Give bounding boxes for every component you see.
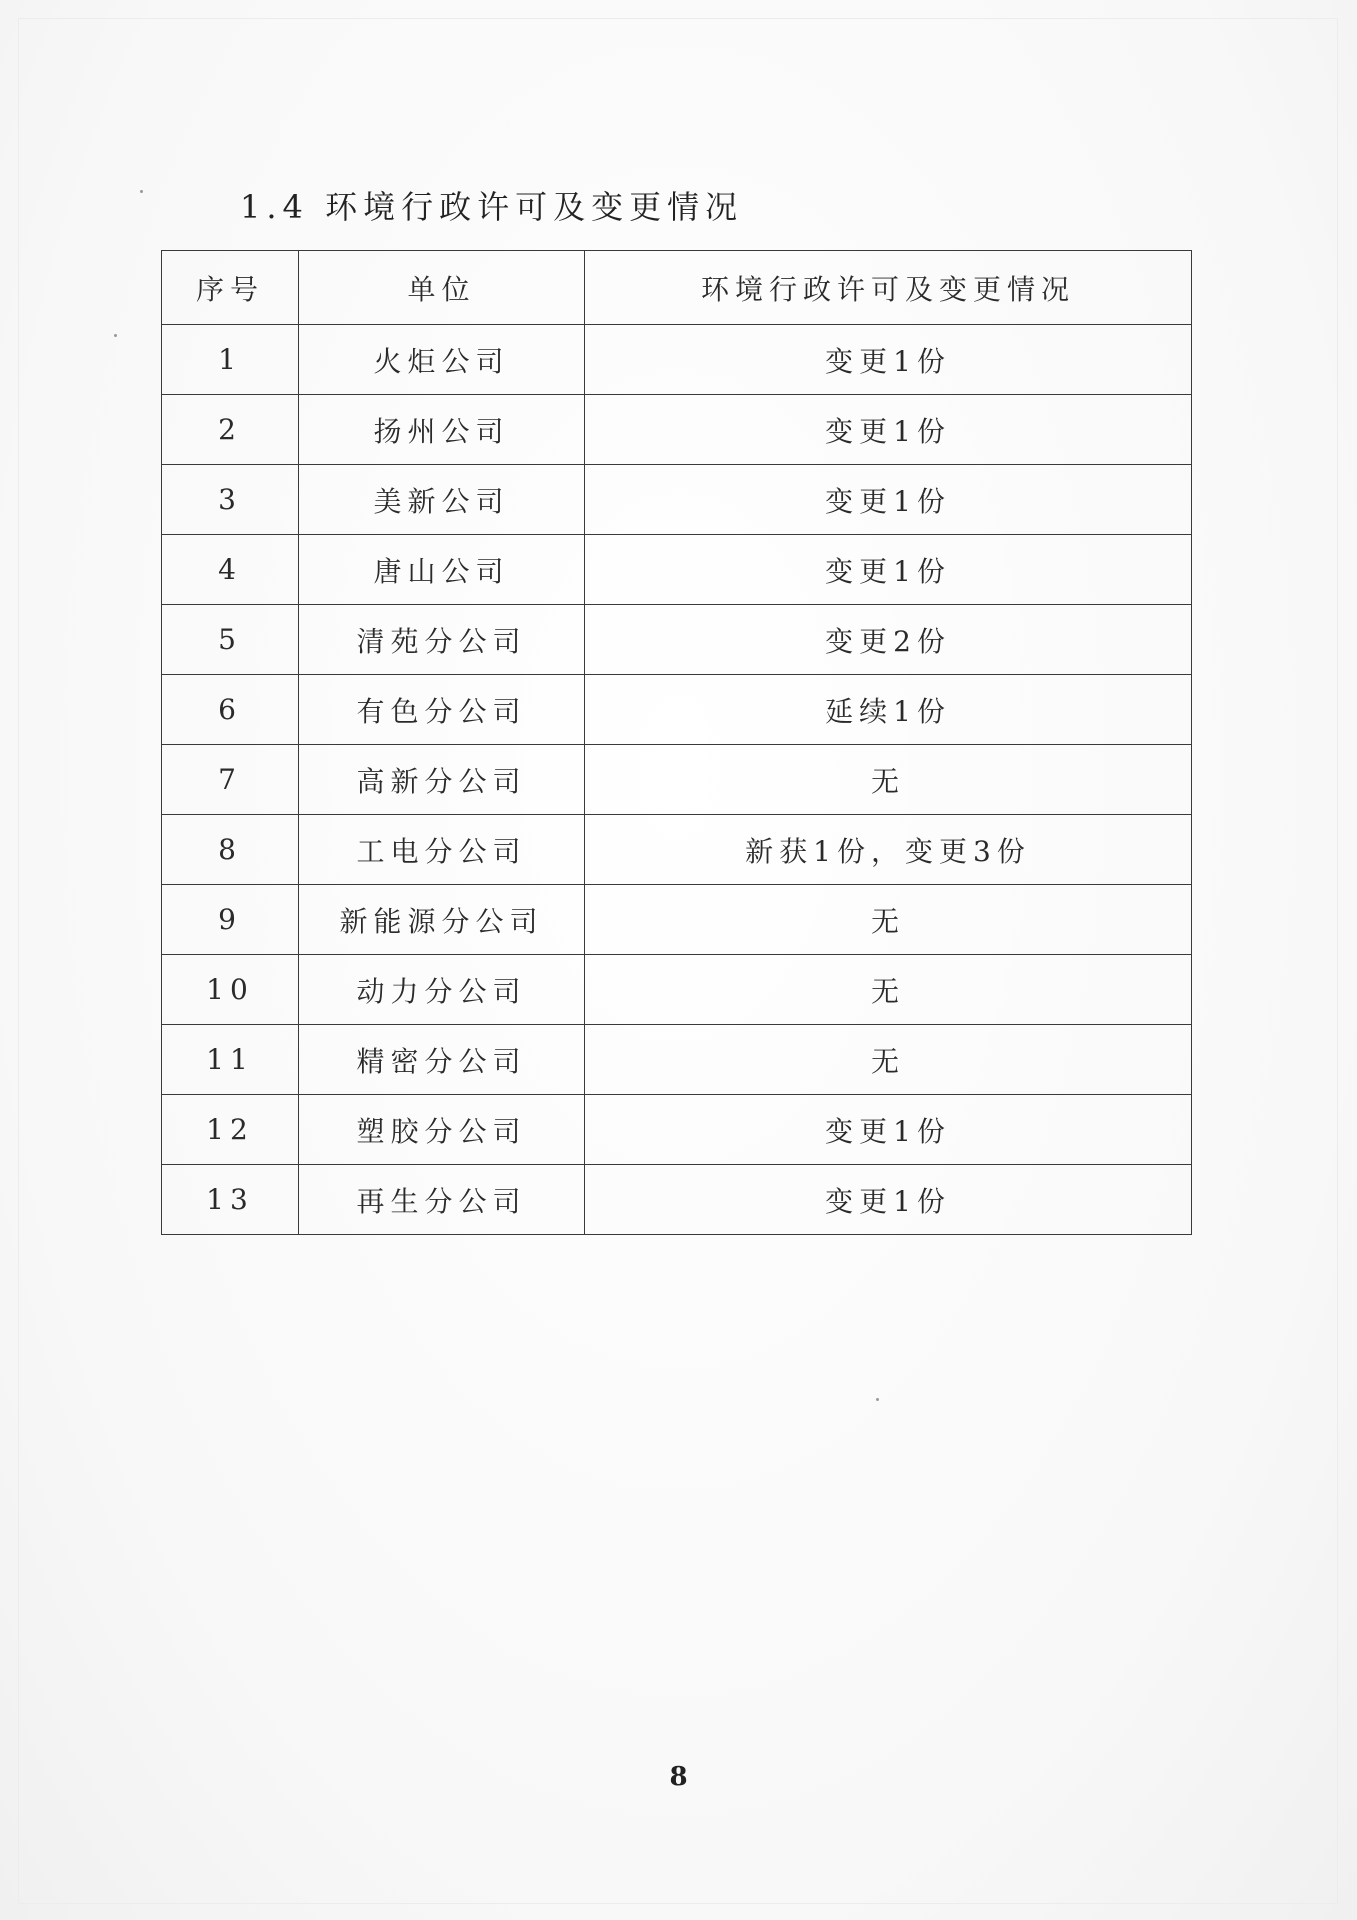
table-header-row	[162, 251, 1192, 325]
page-number: 8	[669, 1762, 688, 1792]
table-row	[162, 955, 1192, 1025]
cell-permit-status: 变更1份	[585, 395, 1192, 465]
scan-speck	[140, 190, 143, 193]
permit-table	[161, 250, 1191, 1235]
table-row	[162, 325, 1192, 395]
cell-index: 3	[162, 465, 299, 535]
table-row	[162, 535, 1192, 605]
cell-permit-status: 变更1份	[585, 535, 1192, 605]
cell-permit-status: 变更1份	[585, 1095, 1192, 1165]
table-row	[162, 745, 1192, 815]
cell-unit: 高新分公司	[299, 745, 585, 815]
cell-index: 2	[162, 395, 299, 465]
table-row	[162, 675, 1192, 745]
cell-index: 11	[162, 1025, 299, 1095]
cell-unit: 有色分公司	[299, 675, 585, 745]
table-row	[162, 1095, 1192, 1165]
cell-unit: 精密分公司	[299, 1025, 585, 1095]
cell-permit-status: 无	[585, 885, 1192, 955]
cell-index: 9	[162, 885, 299, 955]
cell-index: 8	[162, 815, 299, 885]
cell-unit: 新能源分公司	[299, 885, 585, 955]
cell-unit: 再生分公司	[299, 1165, 585, 1235]
cell-permit-status: 无	[585, 1025, 1192, 1095]
section-heading: 1.4 环境行政许可及变更情况	[240, 188, 744, 226]
cell-index: 12	[162, 1095, 299, 1165]
table-row	[162, 1165, 1192, 1235]
table-row	[162, 605, 1192, 675]
cell-permit-status: 无	[585, 745, 1192, 815]
header-unit: 单位	[299, 251, 585, 325]
header-permit-status: 环境行政许可及变更情况	[585, 251, 1192, 325]
table-row	[162, 885, 1192, 955]
cell-unit: 动力分公司	[299, 955, 585, 1025]
table-row	[162, 395, 1192, 465]
cell-permit-status: 变更2份	[585, 605, 1192, 675]
cell-permit-status: 变更1份	[585, 465, 1192, 535]
cell-unit: 唐山公司	[299, 535, 585, 605]
table-row	[162, 1025, 1192, 1095]
cell-unit: 清苑分公司	[299, 605, 585, 675]
table-row	[162, 465, 1192, 535]
cell-permit-status: 无	[585, 955, 1192, 1025]
cell-permit-status: 变更1份	[585, 1165, 1192, 1235]
scan-speck	[876, 1398, 879, 1401]
cell-index: 6	[162, 675, 299, 745]
cell-unit: 火炬公司	[299, 325, 585, 395]
cell-permit-status: 延续1份	[585, 675, 1192, 745]
cell-index: 13	[162, 1165, 299, 1235]
table-row	[162, 815, 1192, 885]
cell-unit: 扬州公司	[299, 395, 585, 465]
cell-index: 4	[162, 535, 299, 605]
cell-unit: 工电分公司	[299, 815, 585, 885]
cell-index: 5	[162, 605, 299, 675]
cell-index: 10	[162, 955, 299, 1025]
cell-index: 1	[162, 325, 299, 395]
cell-permit-status: 新获1份，变更3份	[585, 815, 1192, 885]
cell-unit: 塑胶分公司	[299, 1095, 585, 1165]
cell-index: 7	[162, 745, 299, 815]
cell-unit: 美新公司	[299, 465, 585, 535]
scan-speck	[114, 334, 117, 337]
cell-permit-status: 变更1份	[585, 325, 1192, 395]
header-index: 序号	[162, 251, 299, 325]
